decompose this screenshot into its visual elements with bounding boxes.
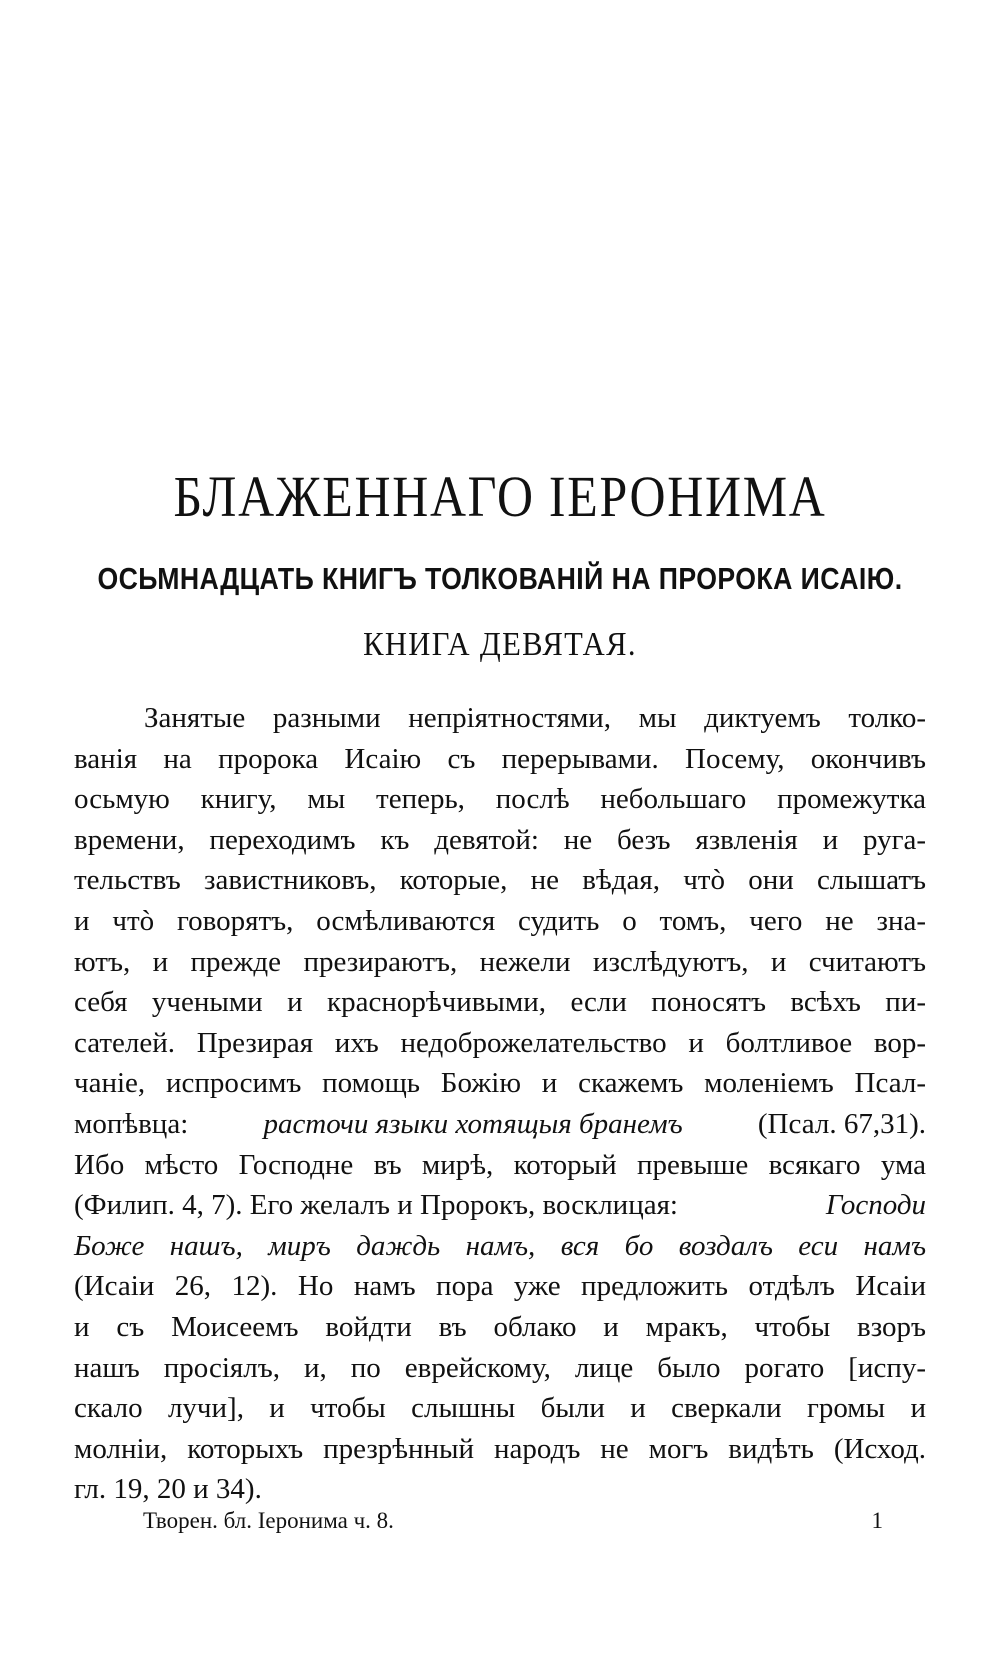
text-line: сателей. Презирая ихъ недоброжелательство и болтливое вор- xyxy=(74,1026,926,1059)
book-heading: КНИГА ДЕВЯТАЯ. xyxy=(363,626,637,663)
text-line: и съ Моисеемъ войдти въ облако и мракъ, чтобы взоръ xyxy=(74,1310,926,1343)
text-line: и чтò говорятъ, осмѣливаются судить о томъ, чего не зна- xyxy=(74,904,926,937)
page-subtitle: ОСЬМНАДЦАТЬ КНИГЪ ТОЛКОВАНІЙ НА ПРОРОКА ИСАІЮ. xyxy=(97,561,903,596)
text-line: (Исаіи 26, 12). Но намъ пора уже предложить отдѣлъ Исаіи xyxy=(74,1270,926,1303)
text-line: гл. 19, 20 и 34). xyxy=(74,1473,262,1506)
text-line xyxy=(74,1104,926,1145)
text-line xyxy=(74,1185,926,1226)
text-line: ютъ, и прежде презираютъ, нежели изслѣдуютъ, и считаютъ xyxy=(74,945,926,978)
page-title: БЛАЖЕННАГО ІЕРОНИМА xyxy=(173,464,827,529)
page-footer xyxy=(143,1508,883,1534)
scripture-reference: (Псал. 67,31). xyxy=(757,1107,926,1140)
text-line: осьмую книгу, мы теперь, послѣ небольшаго промежутка xyxy=(74,783,926,816)
text-line: тельствъ завистниковъ, которые, не вѣдая, чтò они слышатъ xyxy=(74,864,926,897)
text-line: ванія на пророка Исаію съ перерывами. Посему, окончивъ xyxy=(74,742,926,775)
body-paragraph xyxy=(74,698,926,1510)
text-line: Ибо мѣсто Господне въ мирѣ, который превыше всякаго ума xyxy=(74,1148,926,1181)
footer-source: Творен. бл. Іеронима ч. 8. xyxy=(143,1508,394,1533)
scripture-quote: Господи xyxy=(825,1189,926,1222)
scripture-quote: Боже нашъ, миръ даждь намъ, вся бо воздалъ еси намъ xyxy=(74,1229,926,1262)
text-line: нашъ просіялъ, и, по еврейскому, лице было рогато [испу- xyxy=(74,1351,926,1384)
page-number: 1 xyxy=(871,1508,883,1533)
text-line: скало лучи], и чтобы слышны были и сверкали громы и xyxy=(74,1392,926,1425)
text-line: себя учеными и краснорѣчивыми, если поносятъ всѣхъ пи- xyxy=(74,986,926,1019)
text-line: чаніе, испросимъ помощь Божію и скажемъ моленіемъ Псал- xyxy=(74,1067,926,1100)
text-line: времени, переходимъ къ девятой: не безъ язвленія и руга- xyxy=(74,823,926,856)
text-line: молніи, которыхъ презрѣнный народъ не могъ видѣть (Исход. xyxy=(74,1432,926,1465)
scripture-quote: расточи языки хотящыя бранемъ xyxy=(263,1107,683,1140)
text-segment: мопѣвца: xyxy=(74,1107,189,1140)
text-segment: (Филип. 4, 7). Его желалъ и Пророкъ, восклицая: xyxy=(74,1189,678,1222)
text-line: Занятые разными непріятностями, мы диктуемъ толко- xyxy=(144,702,926,734)
